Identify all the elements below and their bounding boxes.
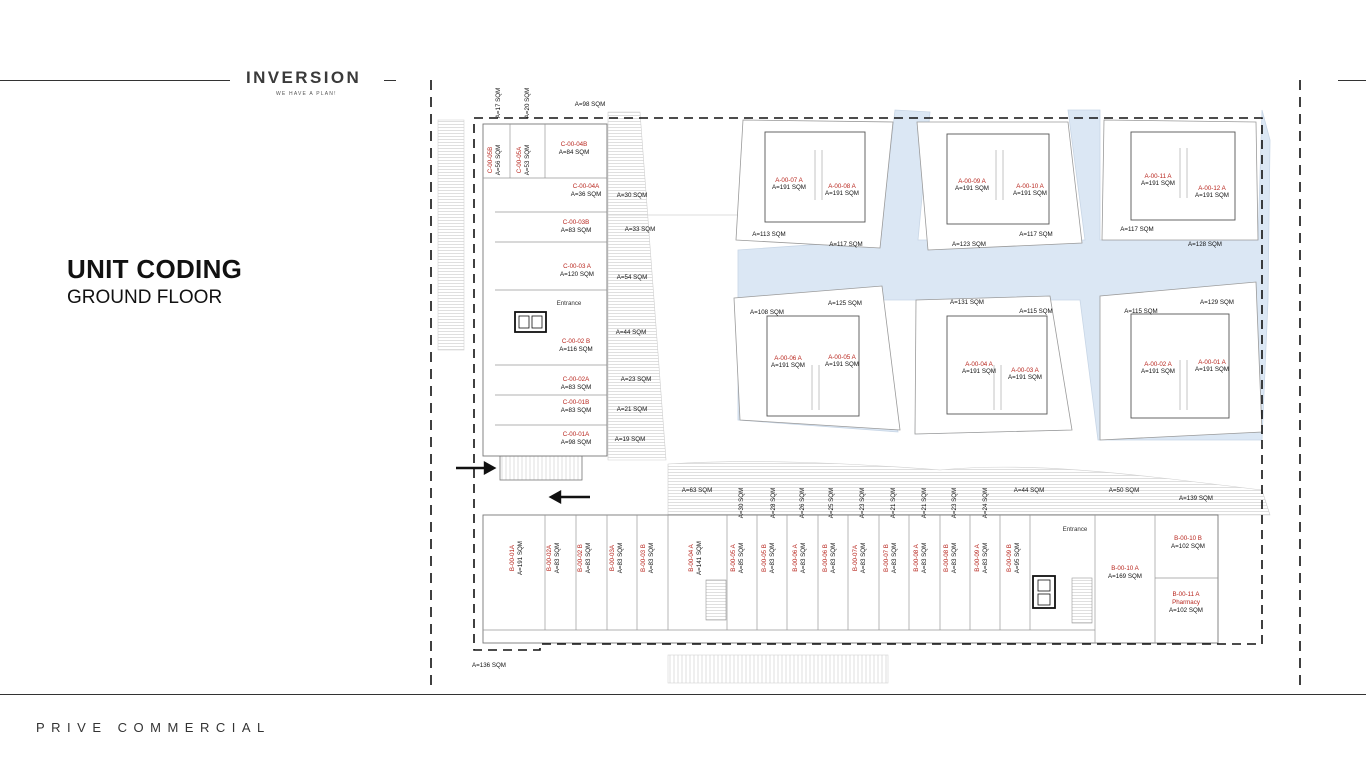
terrace-area: A=63 SQM [681,487,713,494]
unit-area-a: A=191 SQM [772,184,806,191]
unit-area-a: A=191 SQM [962,368,996,375]
terrace-area: A=117 SQM [1120,226,1154,233]
unit-code-a: A-00-05 A [828,354,856,361]
unit-code-b: B-00-07 B [883,544,890,572]
unit-area-a: A=191 SQM [1141,368,1175,375]
unit-area-b: A=83 SQM [554,542,561,574]
terrace-b-hatch [668,462,1270,515]
terrace-area: A=30 SQM [738,487,745,519]
terrace-area: A=113 SQM [752,231,786,238]
unit-area-a: A=191 SQM [1195,366,1229,373]
unit-area-c: A=120 SQM [560,271,594,278]
unit-area-b: A=83 SQM [951,542,958,574]
unit-code-c: C-00-02A [562,376,590,383]
unit-code-a: A-00-06 A [774,355,802,362]
stair-b-2 [1072,578,1092,623]
unit-code-a: A-00-02 A [1144,361,1172,368]
terrace-area: A=44 SQM [615,329,647,336]
terrace-area: A=108 SQM [750,309,784,316]
unit-area-a: A=191 SQM [1141,180,1175,187]
terrace-area: A=30 SQM [616,192,648,199]
unit-area-b: A=83 SQM [982,542,989,574]
unit-area-a: A=191 SQM [1008,374,1042,381]
terrace-area: A=20 SQM [524,87,531,119]
unit-area-b: A=102 SQM [1171,543,1205,550]
terrace-area: A=33 SQM [624,226,656,233]
unit-code-c: C-00-01B [562,399,590,406]
terrace-area: A=131 SQM [950,299,984,306]
unit-area-c: A=116 SQM [559,346,593,353]
unit-area-b: A=83 SQM [585,542,592,574]
terrace-area: A=115 SQM [1124,308,1158,315]
brand-tagline: WE HAVE A PLAN! [276,91,337,97]
building-a-bot-2 [915,296,1072,434]
terrace-area: A=28 SQM [770,487,777,519]
unit-area-b: A=191 SQM [517,541,524,575]
unit-area-b: A=83 SQM [617,542,624,574]
unit-area-c: A=83 SQM [560,407,592,414]
terrace-area: A=23 SQM [859,487,866,519]
unit-code-b: B-00-03 B [640,544,647,572]
unit-code-b: B-00-09 A [974,544,981,572]
building-a-top-1 [736,120,893,248]
terrace-area: A=21 SQM [921,487,928,519]
unit-area-b: A=83 SQM [891,542,898,574]
unit-code-c: C-00-02 B [561,338,591,345]
unit-area-b: A=83 SQM [769,542,776,574]
unit-code-b: B-00-11 A [1172,591,1200,598]
unit-code-a: A-00-01 A [1198,359,1226,366]
building-a-top-2 [917,122,1082,250]
building-a-bot-3 [1100,282,1262,440]
unit-area-b: A=95 SQM [1014,542,1021,574]
unit-area-b: A=83 SQM [800,542,807,574]
stair-b-1 [706,580,726,620]
terrace-area: A=54 SQM [616,274,648,281]
page-title: UNIT CODING [67,254,243,284]
terrace-area: A=128 SQM [1188,241,1222,248]
footer-project-name: PRIVE COMMERCIAL [36,720,271,735]
unit-code-c: C-00-05B [487,146,494,174]
unit-code-c: C-00-03B [562,219,590,226]
brand-logo: INVERSION [246,68,362,87]
unit-area-b: A=169 SQM [1108,573,1142,580]
unit-area-a: A=191 SQM [825,361,859,368]
unit-area-c: A=53 SQM [524,144,531,176]
entrance-label: Entrance [556,300,582,307]
unit-area-a: A=191 SQM [771,362,805,369]
unit-area-b: A=85 SQM [738,542,745,574]
unit-code-a: A-00-09 A [958,178,986,185]
unit-code-a: A-00-08 A [828,183,856,190]
unit-code-a: A-00-12 A [1198,185,1226,192]
unit-code-c: C-00-03 A [563,263,591,270]
terrace-area: A=21 SQM [890,487,897,519]
unit-note: Pharmacy [1172,599,1200,606]
unit-area-b: A=83 SQM [860,542,867,574]
unit-code-b: B-00-06 A [792,544,799,572]
unit-area-a: A=191 SQM [1195,192,1229,199]
terrace-area: A=98 SQM [574,101,606,108]
unit-code-c: C-00-04A [572,183,600,190]
stair-lower-left [500,456,582,480]
unit-area-b: A=83 SQM [648,542,655,574]
unit-code-b: B-00-07A [852,544,859,572]
terrace-area: A=123 SQM [952,241,986,248]
unit-area-c: A=56 SQM [495,144,502,176]
unit-code-a: A-00-07 A [775,177,803,184]
unit-code-b: B-00-08 B [943,544,950,572]
unit-code-c: C-00-04B [560,141,588,148]
unit-code-a: A-00-04 A [965,361,993,368]
unit-code-b: B-00-04 A [688,544,695,572]
entry-arrow [456,463,494,473]
terrace-area: A=117 SQM [829,241,863,248]
unit-area-a: A=191 SQM [825,190,859,197]
terrace-area: A=25 SQM [828,487,835,519]
unit-code-b: B-00-01A [509,544,516,572]
unit-code-c: C-00-05A [516,146,523,174]
unit-code-b: B-00-03A [609,544,616,572]
terrace-area: A=136 SQM [472,662,506,669]
unit-code-c: C-00-01A [562,431,590,438]
exit-arrow [551,492,590,502]
unit-area-c: A=36 SQM [570,191,602,198]
entrance-label: Entrance [1062,526,1088,533]
unit-area-b: A=141 SQM [696,541,703,575]
unit-code-b: B-00-08 A [913,544,920,572]
terrace-area: A=50 SQM [1108,487,1140,494]
landscape-strip [438,120,464,350]
unit-area-a: A=191 SQM [955,185,989,192]
unit-area-b: A=102 SQM [1169,607,1203,614]
terrace-area: A=17 SQM [495,87,502,119]
terrace-area: A=23 SQM [620,376,652,383]
terrace-area: A=26 SQM [799,487,806,519]
unit-code-b: B-00-02 B [577,544,584,572]
terrace-area: A=44 SQM [1013,487,1045,494]
unit-code-b: B-00-02A [546,544,553,572]
unit-area-c: A=83 SQM [560,227,592,234]
unit-area-b: A=83 SQM [830,542,837,574]
terrace-area: A=129 SQM [1200,299,1234,306]
unit-area-a: A=191 SQM [1013,190,1047,197]
unit-code-a: A-00-10 A [1016,183,1044,190]
terrace-area: A=139 SQM [1179,495,1213,502]
unit-area-b: A=83 SQM [921,542,928,574]
terrace-area: A=21 SQM [616,406,648,413]
page-subtitle: GROUND FLOOR [67,287,223,308]
terrace-area: A=117 SQM [1019,231,1053,238]
building-a-bot-1 [734,286,900,430]
unit-code-b: B-00-09 B [1006,544,1013,572]
unit-code-b: B-00-10 B [1174,535,1202,542]
terrace-area: A=125 SQM [828,300,862,307]
terrace-area: A=19 SQM [614,436,646,443]
terrace-area: A=24 SQM [982,487,989,519]
terrace-area: A=23 SQM [951,487,958,519]
unit-code-b: B-00-05 B [761,544,768,572]
unit-code-b: B-00-10 A [1111,565,1139,572]
unit-code-a: A-00-11 A [1144,173,1172,180]
unit-code-a: A-00-03 A [1011,367,1039,374]
unit-area-c: A=98 SQM [560,439,592,446]
parking-hatch [668,655,888,683]
unit-area-c: A=83 SQM [560,384,592,391]
unit-area-c: A=84 SQM [558,149,590,156]
unit-code-b: B-00-06 B [822,544,829,572]
terrace-area: A=115 SQM [1019,308,1053,315]
unit-code-b: B-00-05 A [730,544,737,572]
